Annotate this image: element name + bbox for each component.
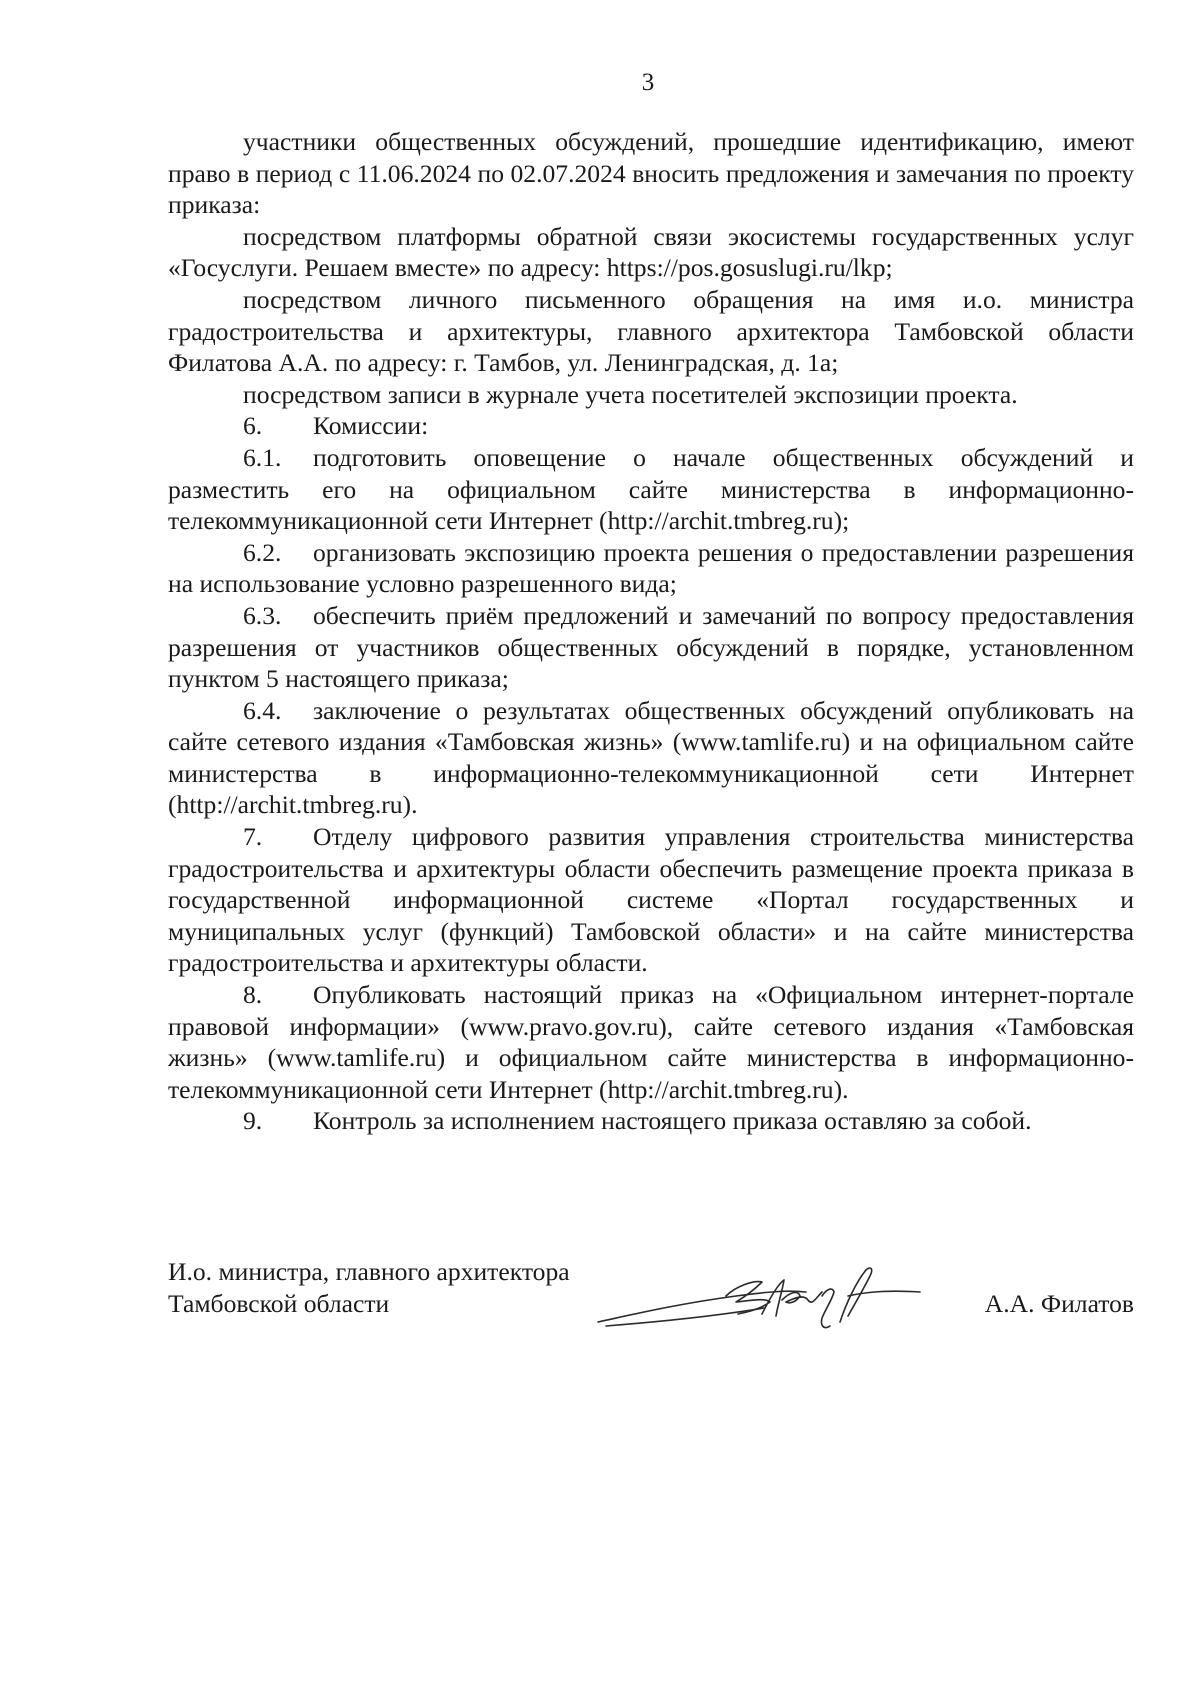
- paragraph-numbered: [168, 410, 1134, 442]
- paragraph-text: организовать экспозицию проекта решения о предоставлении разрешения на использование условно разрешенного вида;: [168, 537, 1134, 599]
- paragraph-text: Контроль за исполнением настоящего приказа оставляю за собой.: [313, 1106, 1032, 1136]
- paragraph-number: 6.1.: [243, 442, 282, 472]
- paragraph-number: 6.2.: [243, 537, 282, 567]
- paragraph-number: 6.3.: [243, 600, 282, 630]
- paragraph: [168, 221, 1134, 284]
- paragraph-number: 6.4.: [243, 695, 282, 725]
- paragraph-text: Опубликовать настоящий приказ на «Официальном интернет-портале правовой информации» (www.pravo.gov.ru), сайте сетевого издания «Тамбовская жизнь» (www.tamlife.ru) и официальном сайте министерства в информационно-телекоммуникационной сети Интернет (http://archit.tmbreg.ru).: [168, 980, 1134, 1104]
- paragraph-number: 7.: [243, 822, 263, 852]
- paragraph-text: подготовить оповещение о начале общественных обсуждений и разместить его на официальном сайте министерства в информационно-телекоммуникационной сети Интернет (http://archit.tmbreg.ru);: [168, 442, 1134, 536]
- paragraph: [168, 284, 1134, 379]
- paragraph-number: 6.: [243, 411, 263, 441]
- paragraph-numbered: [168, 537, 1134, 600]
- paragraph-numbered: [168, 442, 1134, 537]
- paragraph-text: посредством платформы обратной связи экосистемы государственных услуг «Госуслуги. Решаем вместе» по адресу: https://pos.gosuslugi.ru/lkp;: [168, 221, 1134, 283]
- paragraph-numbered: [168, 821, 1134, 979]
- paragraph: [168, 379, 1134, 411]
- paragraph-text: посредством записи в журнале учета посетителей экспозиции проекта.: [243, 379, 1018, 409]
- page-number: 3: [641, 69, 655, 96]
- paragraph-numbered: [168, 600, 1134, 695]
- paragraph-text: обеспечить приём предложений и замечаний по вопросу предоставления разрешения от участников общественных обсуждений в порядке, установленном пунктом 5 настоящего приказа;: [168, 600, 1134, 694]
- paragraph-numbered: [168, 979, 1134, 1105]
- paragraph-text: Отделу цифрового развития управления строительства министерства градостроительства и архитектуры области обеспечить размещение проекта приказа в государственной информационной системе «Портал государственных и муниципальных услуг (функций) Тамбовской области» и на сайте министерства градостроительства и архитектуры области.: [168, 822, 1134, 978]
- signatory-position: И.о. министра, главного архитектора Тамбовской области: [168, 1257, 570, 1318]
- paragraph-numbered: [168, 695, 1134, 821]
- paragraph-number: 9.: [243, 1106, 263, 1136]
- signature-block: [168, 1256, 1134, 1346]
- paragraph-text: участники общественных обсуждений, прошедшие идентификацию, имеют право в период с 11.06.2024 по 02.07.2024 вносить предложения и замечания по проекту приказа:: [168, 127, 1134, 220]
- signatory-name: А.А. Филатов: [984, 1289, 1134, 1318]
- paragraph: [168, 126, 1134, 221]
- document-body: [168, 126, 1134, 1137]
- handwritten-signature: [586, 1256, 926, 1336]
- paragraph-number: 8.: [243, 980, 263, 1010]
- paragraph-numbered: [168, 1105, 1134, 1137]
- paragraph-text: заключение о результатах общественных обсуждений опубликовать на сайте сетевого издания «Тамбовская жизнь» (www.tamlife.ru) и на официальном сайте министерства в информационно-телекоммуникационной сети Интернет (http://archit.tmbreg.ru).: [168, 695, 1134, 820]
- paragraph-text: Комиссии:: [313, 411, 429, 441]
- paragraph-text: посредством личного письменного обращения на имя и.о. министра градостроительства и архитектуры, главного архитектора Тамбовской области Филатова А.А. по адресу: г. Тамбов, ул. Ленинградская, д. 1а;: [168, 284, 1134, 378]
